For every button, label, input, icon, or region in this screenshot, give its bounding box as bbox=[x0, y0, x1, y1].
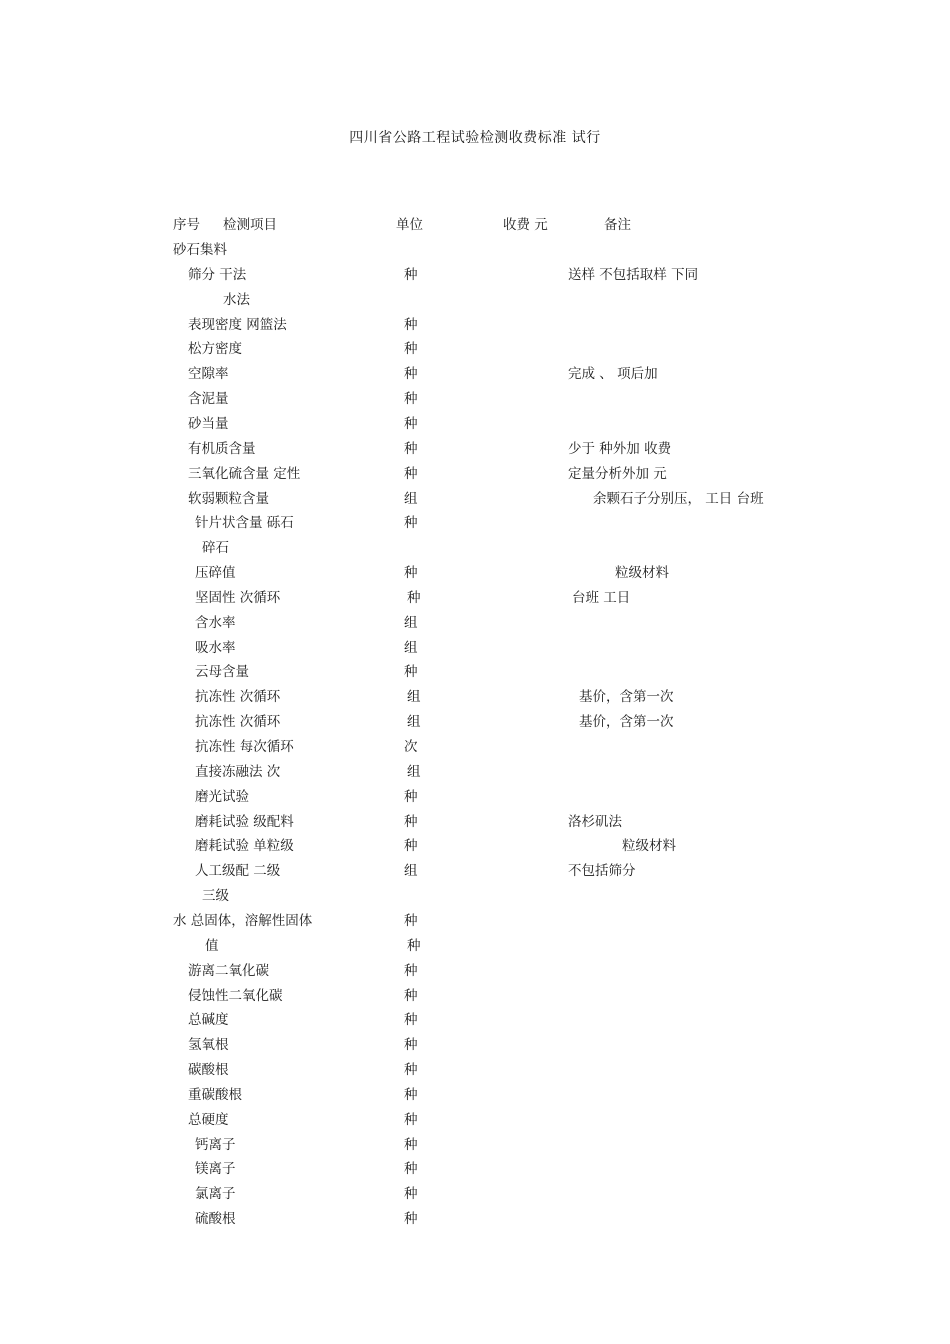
row-item: 碳酸根 bbox=[188, 1062, 229, 1078]
table-row bbox=[0, 1157, 950, 1177]
row-item: 氯离子 bbox=[195, 1186, 236, 1202]
row-item: 坚固性 次循环 bbox=[195, 590, 281, 606]
table-row bbox=[0, 660, 950, 680]
row-item: 软弱颗粒含量 bbox=[188, 491, 269, 507]
row-unit: 种 bbox=[404, 988, 418, 1004]
row-item: 砂石集料 bbox=[173, 242, 227, 258]
table-row bbox=[0, 462, 950, 482]
row-item: 云母含量 bbox=[195, 664, 249, 680]
row-item: 水法 bbox=[223, 292, 250, 308]
table-row bbox=[0, 1182, 950, 1202]
row-item: 碎石 bbox=[202, 540, 229, 556]
row-unit: 种 bbox=[404, 838, 418, 854]
row-item: 三级 bbox=[202, 888, 229, 904]
row-item: 人工级配 二级 bbox=[195, 863, 281, 879]
table-row bbox=[0, 1008, 950, 1028]
table-row bbox=[0, 785, 950, 805]
header-item: 检测项目 bbox=[223, 217, 277, 233]
row-unit: 种 bbox=[404, 267, 418, 283]
row-item: 针片状含量 砾石 bbox=[195, 515, 294, 531]
row-note: 完成 、 项后加 bbox=[568, 366, 658, 382]
table-row bbox=[0, 760, 950, 780]
row-unit: 种 bbox=[404, 416, 418, 432]
row-unit: 种 bbox=[404, 1062, 418, 1078]
row-item: 表现密度 网篮法 bbox=[188, 317, 287, 333]
table-row bbox=[0, 536, 950, 556]
row-unit: 组 bbox=[404, 863, 418, 879]
table-row bbox=[0, 884, 950, 904]
row-note: 基价，含第一次 bbox=[579, 689, 674, 705]
table-row bbox=[0, 636, 950, 656]
table-row bbox=[0, 1058, 950, 1078]
row-unit: 组 bbox=[407, 689, 421, 705]
row-unit: 种 bbox=[404, 1087, 418, 1103]
row-unit: 种 bbox=[404, 391, 418, 407]
header-note: 备注 bbox=[604, 217, 631, 233]
row-unit: 种 bbox=[404, 963, 418, 979]
table-row bbox=[0, 959, 950, 979]
table-row bbox=[0, 685, 950, 705]
table-row bbox=[0, 1207, 950, 1227]
table-row bbox=[0, 263, 950, 283]
row-note: 少于 种外加 收费 bbox=[568, 441, 672, 457]
row-unit: 种 bbox=[404, 515, 418, 531]
row-item: 有机质含量 bbox=[188, 441, 256, 457]
row-unit: 种 bbox=[407, 938, 421, 954]
row-unit: 种 bbox=[404, 565, 418, 581]
row-note: 余颗石子分别压， 工日 台班 bbox=[593, 491, 764, 507]
table-row bbox=[0, 909, 950, 929]
row-item: 三氧化硫含量 定性 bbox=[188, 466, 301, 482]
row-item: 磨耗试验 单粒级 bbox=[195, 838, 294, 854]
table-row bbox=[0, 859, 950, 879]
row-unit: 种 bbox=[404, 366, 418, 382]
table-row bbox=[0, 710, 950, 730]
row-item: 侵蚀性二氧化碳 bbox=[188, 988, 283, 1004]
row-unit: 种 bbox=[404, 1161, 418, 1177]
row-item: 水 总固体，溶解性固体 bbox=[173, 913, 313, 929]
row-item: 重碳酸根 bbox=[188, 1087, 242, 1103]
row-item: 抗冻性 次循环 bbox=[195, 714, 281, 730]
row-unit: 组 bbox=[404, 615, 418, 631]
row-unit: 组 bbox=[407, 714, 421, 730]
row-unit: 组 bbox=[404, 640, 418, 656]
row-item: 空隙率 bbox=[188, 366, 229, 382]
row-item: 氢氧根 bbox=[188, 1037, 229, 1053]
row-item: 筛分 干法 bbox=[188, 267, 247, 283]
header-fee: 收费 元 bbox=[503, 217, 548, 233]
row-item: 磨耗试验 级配料 bbox=[195, 814, 294, 830]
table-row bbox=[0, 487, 950, 507]
table-row bbox=[0, 611, 950, 631]
row-note: 台班 工日 bbox=[572, 590, 631, 606]
table-row bbox=[0, 1133, 950, 1153]
table-row bbox=[0, 810, 950, 830]
row-item: 直接冻融法 次 bbox=[195, 764, 281, 780]
row-item: 值 bbox=[205, 938, 219, 954]
row-unit: 种 bbox=[404, 441, 418, 457]
row-item: 砂当量 bbox=[188, 416, 229, 432]
row-unit: 种 bbox=[404, 1112, 418, 1128]
document-title: 四川省公路工程试验检测收费标准 试行 bbox=[349, 130, 601, 146]
row-unit: 组 bbox=[404, 491, 418, 507]
row-note: 不包括筛分 bbox=[568, 863, 636, 879]
row-unit: 种 bbox=[404, 664, 418, 680]
row-unit: 种 bbox=[404, 814, 418, 830]
row-item: 含泥量 bbox=[188, 391, 229, 407]
table-row bbox=[0, 238, 950, 258]
table-row bbox=[0, 934, 950, 954]
row-item: 总硬度 bbox=[188, 1112, 229, 1128]
table-row bbox=[0, 586, 950, 606]
row-note: 基价，含第一次 bbox=[579, 714, 674, 730]
row-unit: 种 bbox=[404, 1211, 418, 1227]
header-no: 序号 bbox=[173, 217, 200, 233]
row-unit: 种 bbox=[404, 913, 418, 929]
row-unit: 种 bbox=[404, 317, 418, 333]
row-unit: 种 bbox=[407, 590, 421, 606]
row-item: 磨光试验 bbox=[195, 789, 249, 805]
row-note: 粒级材料 bbox=[622, 838, 676, 854]
row-note: 洛杉矶法 bbox=[568, 814, 622, 830]
row-note: 定量分析外加 元 bbox=[568, 466, 667, 482]
table-row bbox=[0, 412, 950, 432]
table-row bbox=[0, 834, 950, 854]
table-row bbox=[0, 437, 950, 457]
row-unit: 种 bbox=[404, 341, 418, 357]
table-row bbox=[0, 313, 950, 333]
row-unit: 种 bbox=[404, 466, 418, 482]
table-row bbox=[0, 288, 950, 308]
row-item: 镁离子 bbox=[195, 1161, 236, 1177]
row-item: 总碱度 bbox=[188, 1012, 229, 1028]
row-item: 游离二氧化碳 bbox=[188, 963, 269, 979]
row-item: 钙离子 bbox=[195, 1137, 236, 1153]
row-item: 抗冻性 每次循环 bbox=[195, 739, 294, 755]
row-unit: 种 bbox=[404, 789, 418, 805]
row-unit: 种 bbox=[404, 1186, 418, 1202]
row-item: 抗冻性 次循环 bbox=[195, 689, 281, 705]
table-row bbox=[0, 511, 950, 531]
table-row bbox=[0, 561, 950, 581]
row-unit: 种 bbox=[404, 1137, 418, 1153]
row-unit: 组 bbox=[407, 764, 421, 780]
table-row bbox=[0, 984, 950, 1004]
row-unit: 种 bbox=[404, 1037, 418, 1053]
table-row bbox=[0, 1033, 950, 1053]
row-item: 吸水率 bbox=[195, 640, 236, 656]
row-item: 硫酸根 bbox=[195, 1211, 236, 1227]
table-row bbox=[0, 1083, 950, 1103]
row-unit: 次 bbox=[404, 739, 418, 755]
table-row bbox=[0, 362, 950, 382]
row-item: 松方密度 bbox=[188, 341, 242, 357]
table-row bbox=[0, 735, 950, 755]
row-item: 含水率 bbox=[195, 615, 236, 631]
header-unit: 单位 bbox=[396, 217, 423, 233]
row-note: 送样 不包括取样 下同 bbox=[568, 267, 699, 283]
table-row bbox=[0, 1108, 950, 1128]
table-row bbox=[0, 387, 950, 407]
table-header bbox=[0, 213, 950, 233]
row-note: 粒级材料 bbox=[615, 565, 669, 581]
row-item: 压碎值 bbox=[195, 565, 236, 581]
table-row bbox=[0, 337, 950, 357]
row-unit: 种 bbox=[404, 1012, 418, 1028]
